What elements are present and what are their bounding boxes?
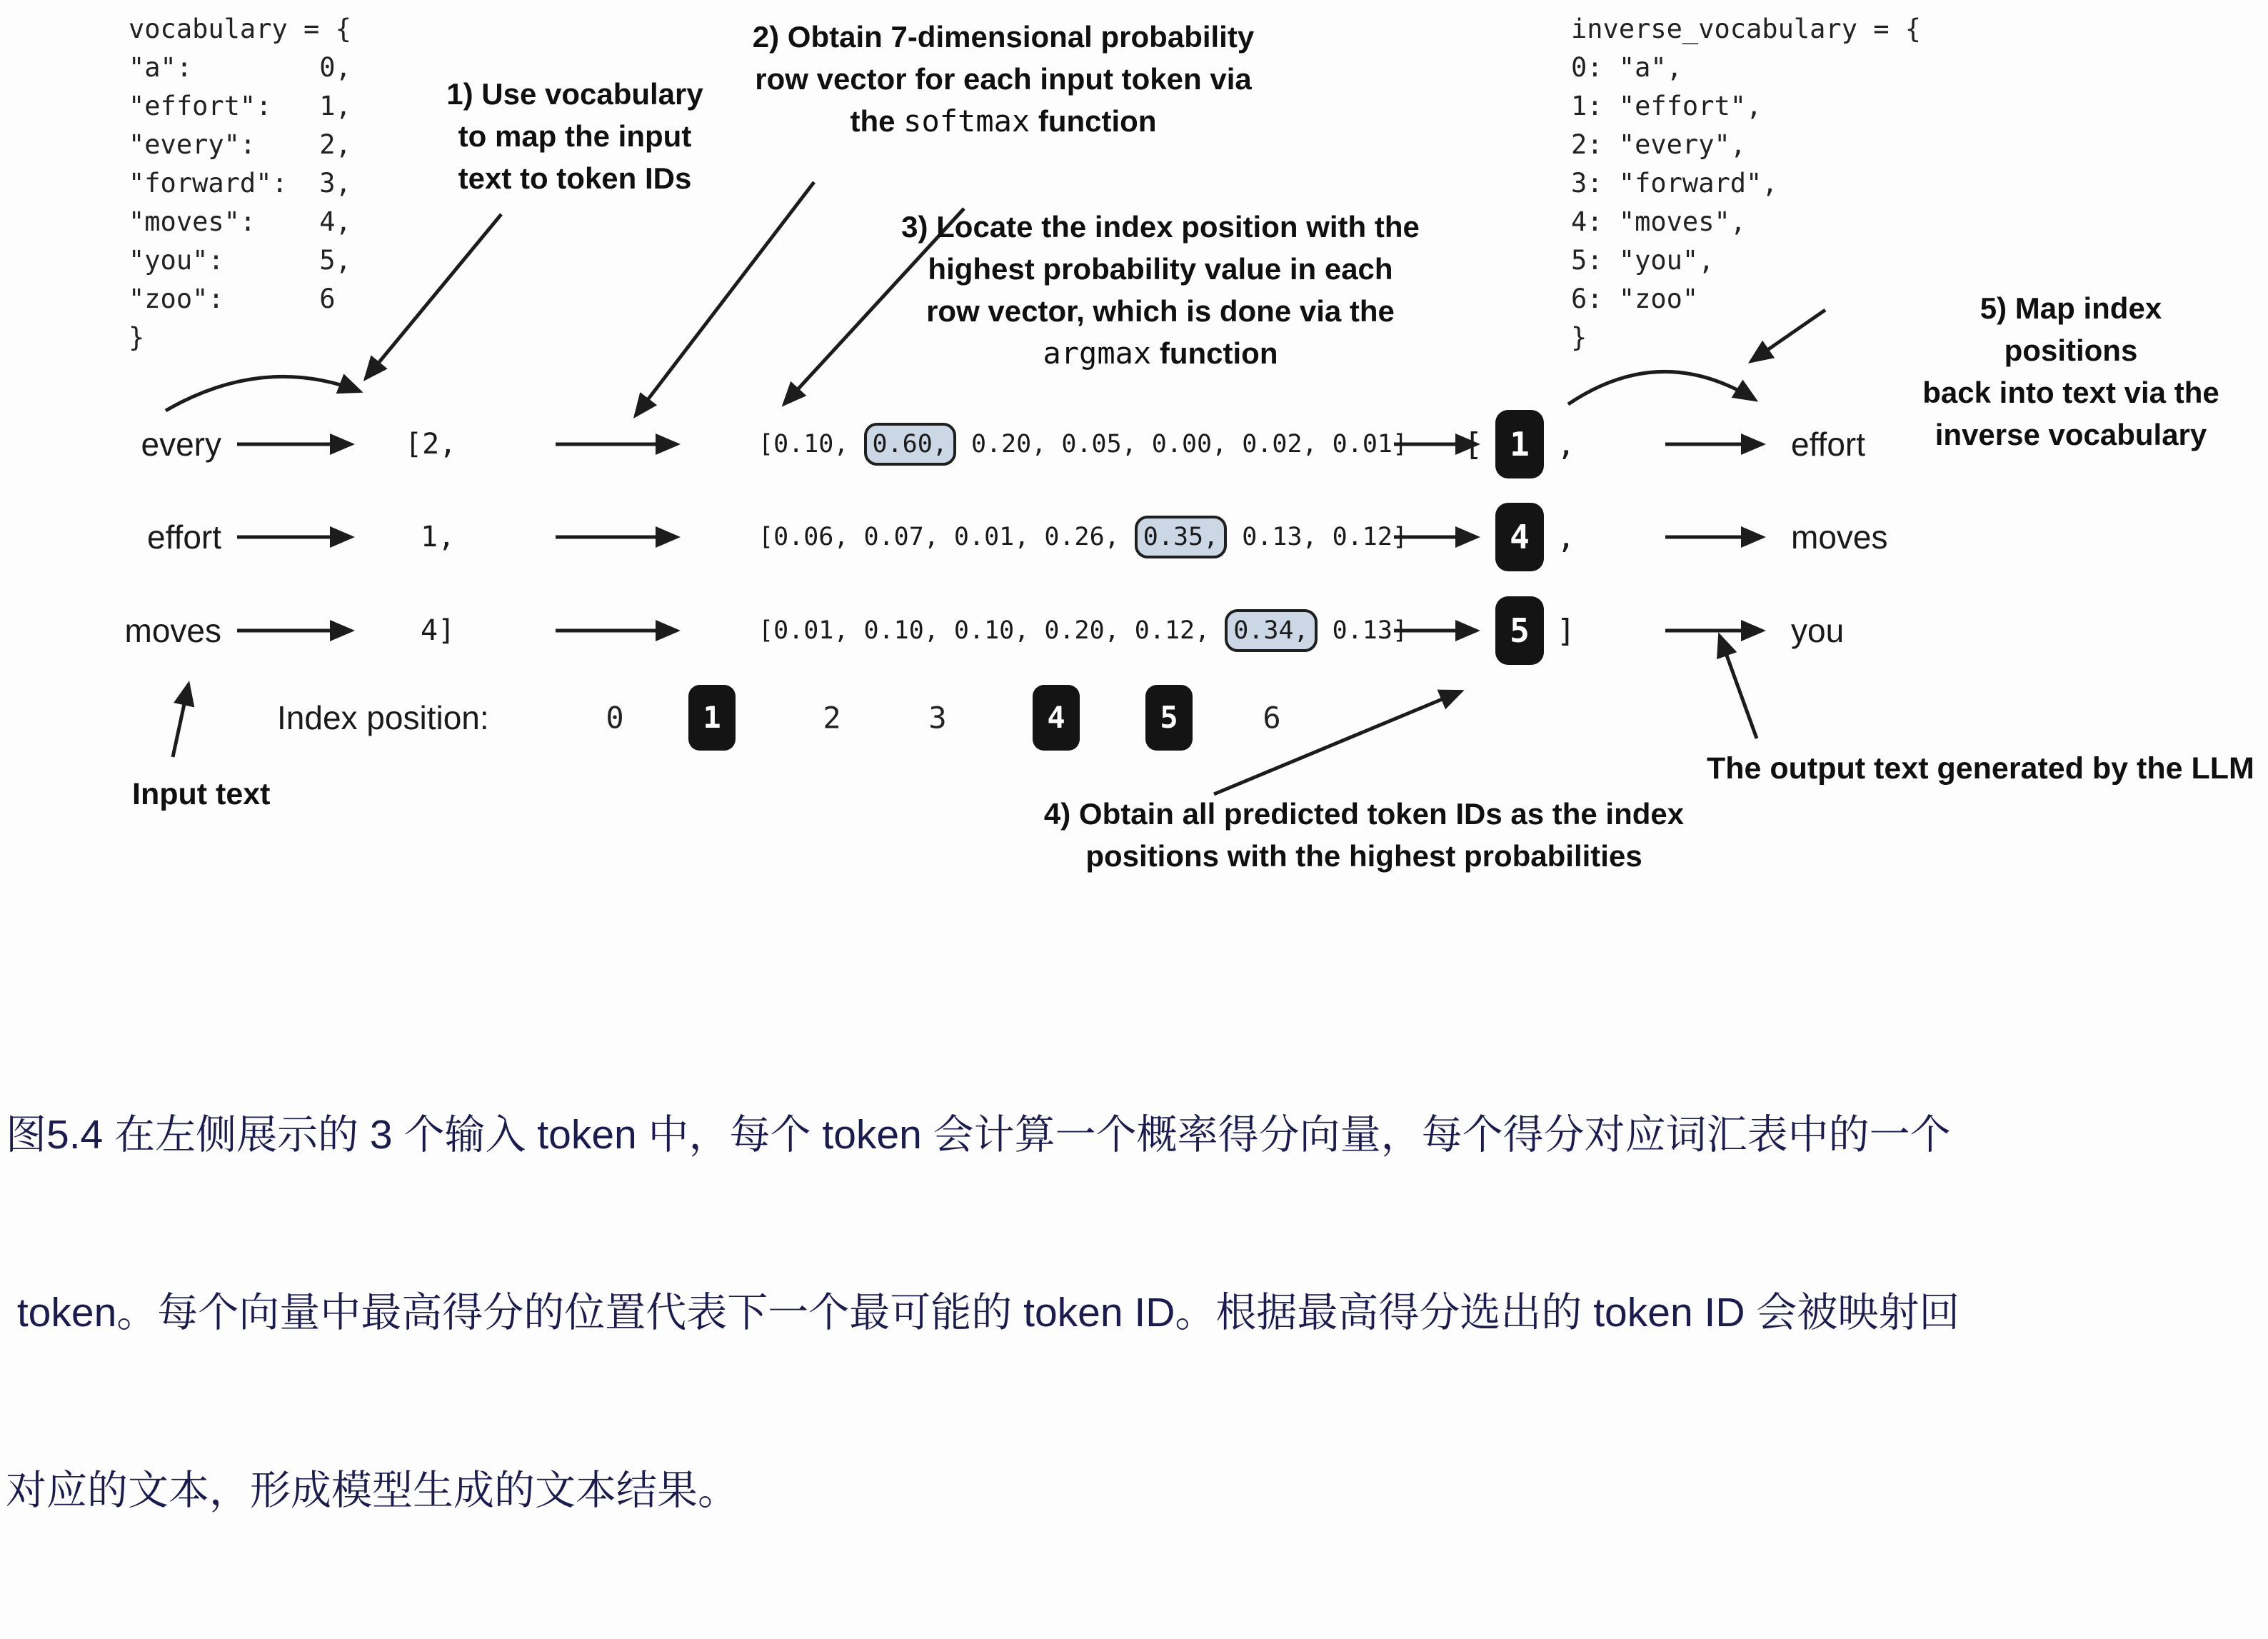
caption-line-2: token。每个向量中最高得分的位置代表下一个最可能的 token ID。根据最高得分选出的 token ID 会被映射回 xyxy=(6,1290,1960,1335)
input-text-label: Input text xyxy=(132,777,271,811)
token-id-value: 4] xyxy=(421,614,456,647)
step2-line: 2) Obtain 7-dimensional probability xyxy=(752,20,1255,54)
vocabulary-code-block: vocabulary = { "a": 0, "effort": 1, "every": 2, "forward": 3, "moves": 4, "you": 5, "zoo": 6 } xyxy=(129,14,351,353)
step4-line: 4) Obtain all predicted token IDs as the index xyxy=(1043,797,1685,831)
step3-annotation xyxy=(882,206,1439,374)
step3-line: row vector, which is done via the xyxy=(926,294,1395,328)
probability-vector: [0.10, 0.60, 0.20, 0.05, 0.00, 0.02, 0.01] xyxy=(758,430,1408,458)
step2-annotation xyxy=(725,16,1282,142)
step5-line: back into text via the xyxy=(1922,376,2219,409)
index-digit-6: 6 xyxy=(1263,700,1281,736)
open-bracket: [ xyxy=(1463,426,1483,463)
index-position-row xyxy=(0,683,2268,752)
index-digit-5-highlighted: 5 xyxy=(1145,685,1193,751)
step3-line: argmax function xyxy=(1043,336,1278,371)
token-id-value: 1, xyxy=(421,521,456,553)
step3-line: 3) Locate the index position with the xyxy=(901,210,1420,244)
step2-pointer-arrow xyxy=(636,182,814,416)
softmax-code-text: softmax xyxy=(903,104,1030,139)
token-id-value: [2, xyxy=(405,428,457,461)
token-row-moves xyxy=(0,596,2268,665)
output-token-text: you xyxy=(1791,612,1845,649)
step1-line: 1) Use vocabulary xyxy=(446,77,703,111)
step2-line: row vector for each input token via xyxy=(755,62,1252,96)
predicted-token-id-group xyxy=(1461,503,1578,571)
probability-vector: [0.06, 0.07, 0.01, 0.26, 0.35, 0.13, 0.12] xyxy=(758,523,1408,551)
step1-line: to map the input xyxy=(458,119,692,153)
output-token-text: moves xyxy=(1791,518,1888,556)
index-position-label: Index position: xyxy=(277,699,489,736)
input-token-text: moves xyxy=(124,612,221,649)
close-bracket: ] xyxy=(1556,612,1576,649)
step4-annotation xyxy=(1028,793,1700,877)
delimiter: , xyxy=(1556,518,1576,556)
token-row-effort xyxy=(0,503,2268,571)
token-row-every xyxy=(0,410,2268,478)
output-text-label: The output text generated by the LLM xyxy=(1707,751,2254,786)
step2-line: the softmax function xyxy=(850,104,1157,139)
argmax-highlight-cell: 0.60, xyxy=(864,423,956,466)
predicted-token-id-group xyxy=(1461,410,1578,478)
step3-line: highest probability value in each xyxy=(928,252,1393,286)
predicted-token-id-box: 5 xyxy=(1495,596,1544,665)
figure-caption xyxy=(6,987,1960,1639)
step1-pointer-arrow xyxy=(366,214,501,379)
argmax-code-text: argmax xyxy=(1043,336,1152,371)
argmax-highlight-cell: 0.35, xyxy=(1135,516,1227,558)
delimiter: , xyxy=(1556,426,1576,463)
inverse-vocab-curve-arrow xyxy=(1568,371,1755,404)
step1-annotation xyxy=(439,73,711,199)
caption-line-3: 对应的文本，形成模型生成的文本结果。 xyxy=(6,1468,738,1513)
caption-line-1: 图5.4 在左侧展示的 3 个输入 token 中，每个 token 会计算一个概率得分向量，每个得分对应词汇表中的一个 xyxy=(6,1112,1951,1158)
index-digit-4-highlighted: 4 xyxy=(1033,685,1080,751)
predicted-token-id-group xyxy=(1461,596,1578,665)
index-digit-0: 0 xyxy=(606,700,624,736)
inverse-vocabulary-code-block: inverse_vocabulary = { 0: "a", 1: "effort", 2: "every", 3: "forward", 4: "moves", 5: "you", 6: "zoo" } xyxy=(1571,14,1922,353)
input-token-text: effort xyxy=(147,518,221,556)
predicted-token-id-box: 1 xyxy=(1495,410,1544,478)
predicted-token-id-box: 4 xyxy=(1495,503,1544,571)
step1-line: text to token IDs xyxy=(458,161,692,195)
argmax-highlight-cell: 0.34, xyxy=(1225,609,1317,652)
output-token-text: effort xyxy=(1791,426,1865,463)
vocab-curve-arrow xyxy=(166,376,360,411)
input-token-text: every xyxy=(141,426,221,463)
step4-line: positions with the highest probabilities xyxy=(1085,839,1642,873)
probability-vector: [0.01, 0.10, 0.10, 0.20, 0.12, 0.34, 0.13] xyxy=(758,616,1408,645)
step5-line: inverse vocabulary xyxy=(1935,418,2207,451)
index-digit-2: 2 xyxy=(823,700,841,736)
index-digit-1-highlighted: 1 xyxy=(688,685,736,751)
step5-line: 5) Map index positions xyxy=(1980,291,2162,367)
index-digit-3: 3 xyxy=(928,700,947,736)
